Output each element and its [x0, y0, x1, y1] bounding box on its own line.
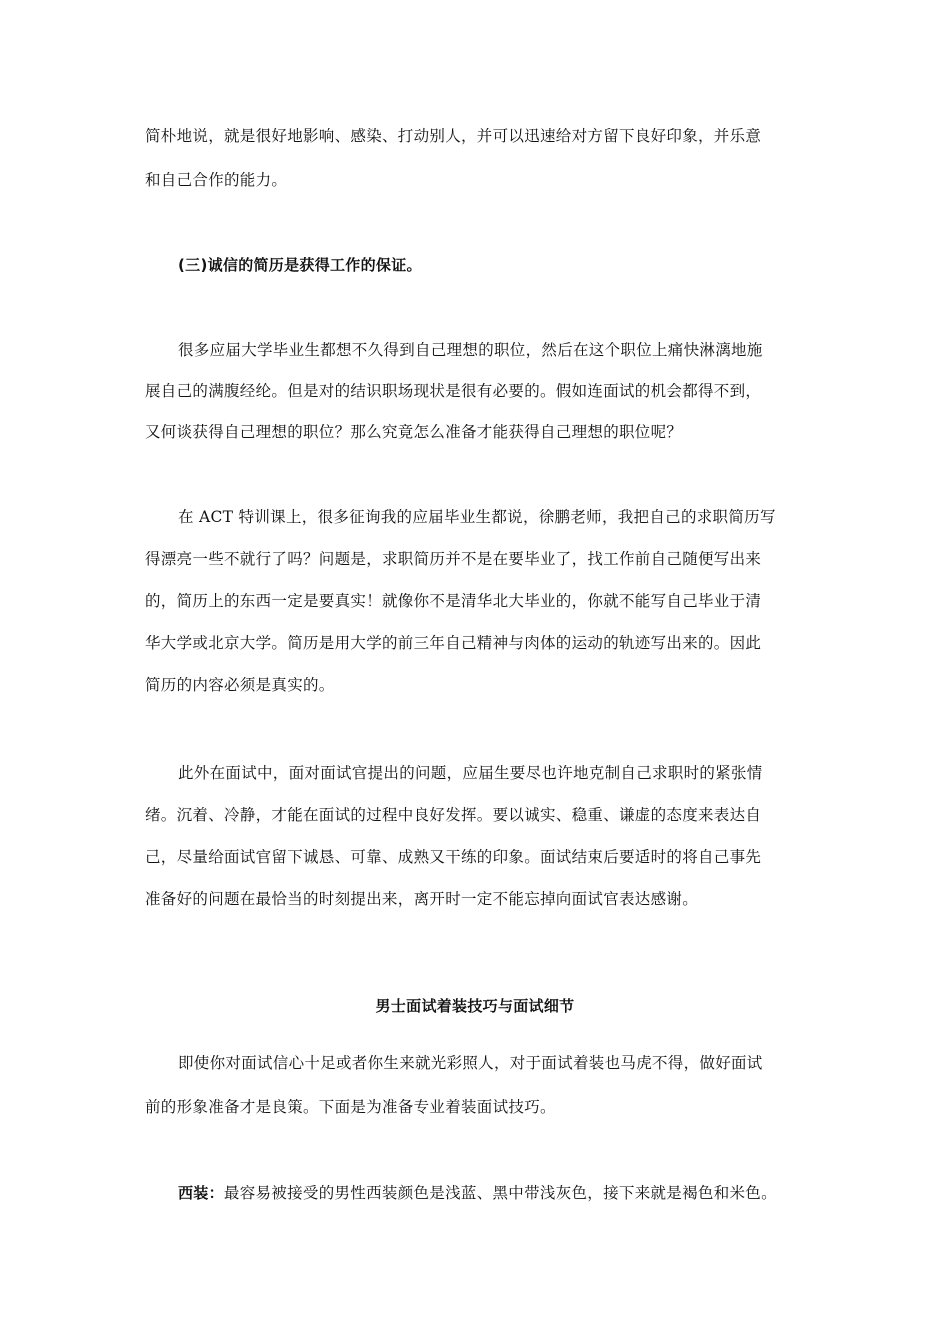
paragraph-2-line-1: 在 ACT 特训课上，很多征询我的应届毕业生都说，徐鹏老师，我把自己的求职简历写: [178, 508, 776, 526]
paragraph-4-line-1: 即使你对面试信心十足或者你生来就光彩照人，对于面试着装也马虎不得，做好面试: [178, 1054, 763, 1072]
paragraph-3-line-2: 绪。沉着、冷静，才能在面试的过程中良好发挥。要以诚实、稳重、谦虚的态度来表达自: [145, 806, 762, 824]
paragraph-2-line-4: 华大学或北京大学。简历是用大学的前三年自己精神与肉体的运动的轨迹写出来的。因此: [145, 634, 762, 652]
paragraph-3-line-4: 准备好的问题在最恰当的时刻提出来，离开时一定不能忘掉向面试官表达感谢。: [145, 890, 699, 908]
paragraph-2-line-5: 简历的内容必须是真实的。: [145, 676, 335, 694]
article-title: 男士面试着装技巧与面试细节: [375, 997, 575, 1015]
intro-line-1: 简朴地说，就是很好地影响、感染、打动别人，并可以迅速给对方留下良好印象，并乐意: [145, 127, 762, 145]
paragraph-1-line-3: 又何谈获得自己理想的职位？那么究竟怎么准备才能获得自己理想的职位呢？: [145, 423, 683, 441]
paragraph-1-line-2: 展自己的满腹经纶。但是对的结识职场现状是很有必要的。假如连面试的机会都得不到，: [145, 382, 762, 400]
suit-label: 西装：: [178, 1184, 224, 1202]
paragraph-4-line-2: 前的形象准备才是良策。下面是为准备专业着装面试技巧。: [145, 1098, 556, 1116]
paragraph-2-line-3: 的，简历上的东西一定是要真实！就像你不是清华北大毕业的，你就不能写自己毕业于清: [145, 592, 762, 610]
paragraph-1-line-1: 很多应届大学毕业生都想不久得到自己理想的职位，然后在这个职位上痛快淋漓地施: [178, 341, 763, 359]
paragraph-3-line-3: 己，尽量给面试官留下诚恳、可靠、成熟又干练的印象。面试结束后要适时的将自己事先: [145, 848, 762, 866]
paragraph-2-line-2: 得漂亮一些不就行了吗？问题是，求职简历并不是在要毕业了，找工作前自己随便写出来: [145, 550, 762, 568]
paragraph-3-line-1: 此外在面试中，面对面试官提出的问题，应届生要尽也许地克制自己求职时的紧张情: [178, 764, 763, 782]
section-heading: (三)诚信的简历是获得工作的保证。: [178, 256, 422, 274]
intro-line-2: 和自己合作的能力。: [145, 171, 288, 189]
suit-text: 最容易被接受的男性西装颜色是浅蓝、黑中带浅灰色，接下来就是褐色和米色。: [223, 1184, 777, 1202]
paragraph-5-line-1: [178, 1183, 777, 1203]
